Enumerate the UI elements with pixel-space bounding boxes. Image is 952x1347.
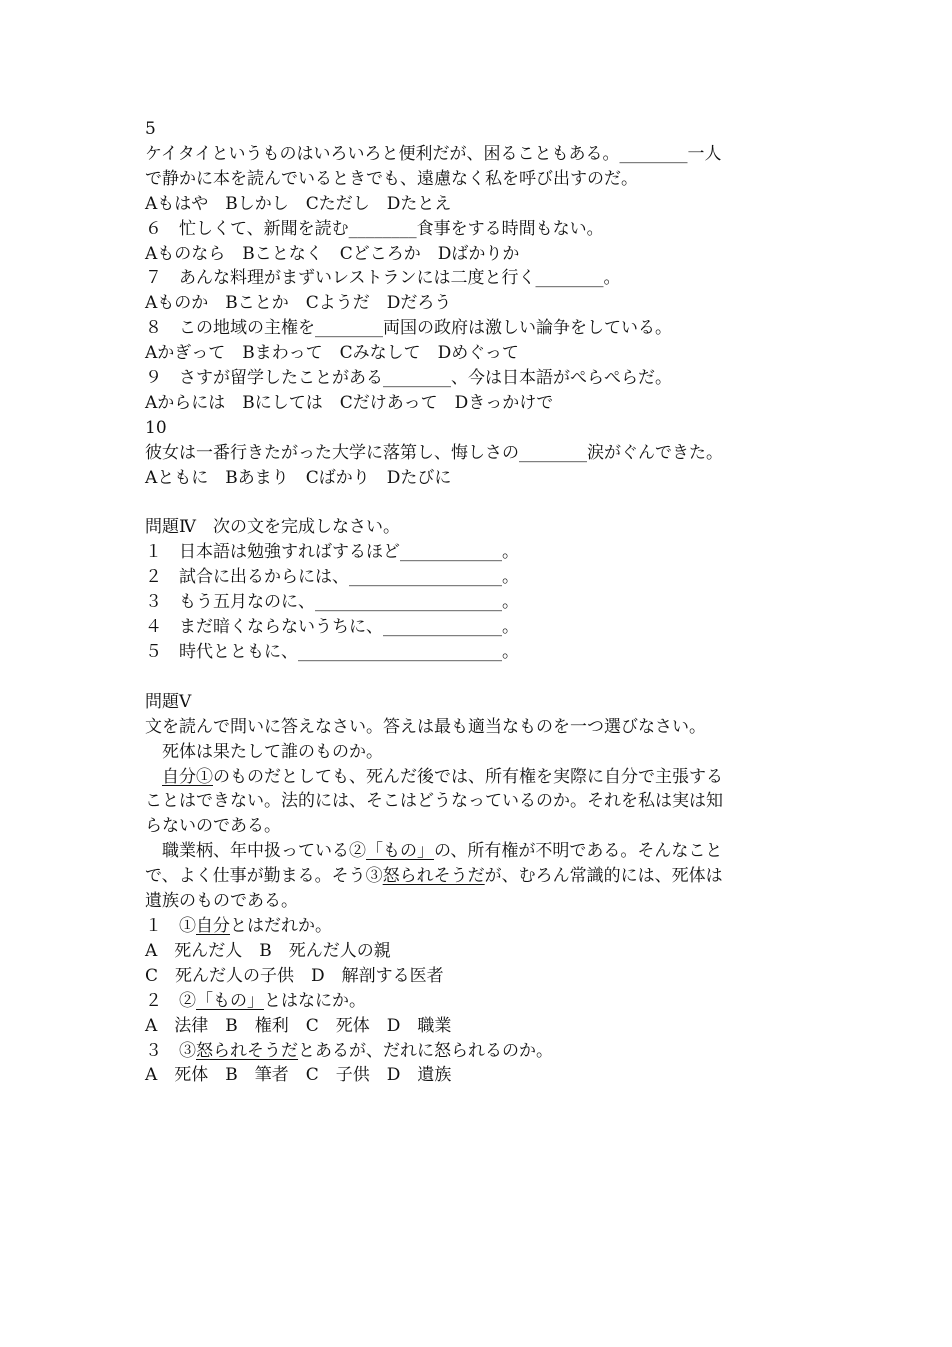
- question-prefix: ２ ②: [145, 990, 196, 1011]
- section-5-instruction: 文を読んで問いに答えなさい。答えは最も適当なものを一つ選びなさい。: [145, 716, 706, 737]
- question-9-options: Aからには Bにしては Cだけあって Dきっかけで: [145, 392, 554, 413]
- question-5-stem-line1: ケイタイというものはいろいろと便利だが、困ることもある。________一人: [145, 143, 722, 164]
- question-5-number: 5: [145, 119, 156, 139]
- passage-title-line: 死体は果たして誰のものか。: [145, 741, 383, 762]
- question-9-stem: ９ さすが留学したことがある________、今は日本語がぺらぺらだ。: [145, 368, 672, 389]
- passage-paragraph-1-line2: ことはできない。法的には、そこはどうなっているのか。それを私は実は知: [145, 791, 723, 812]
- passage-text: 職業柄、年中扱っている②: [145, 841, 366, 862]
- question-7-options: Aものか Bことか Cようだ Dだろう: [145, 293, 452, 314]
- question-10-options: Aともに Bあまり Cばかり Dたびに: [145, 467, 452, 488]
- section-4-item-4: ４ まだ暗くならないうちに、______________。: [145, 617, 519, 638]
- passage-paragraph-2-line2: [145, 864, 825, 889]
- question-prefix: ３ ③: [145, 1040, 196, 1061]
- comprehension-question-1-options-a-b: A 死んだ人 B 死んだ人の親: [145, 940, 391, 961]
- comprehension-question-1: [145, 914, 825, 939]
- passage-text: のものだとしても、死んだ後では、所有権を実際に自分で主張する: [213, 766, 723, 787]
- passage-paragraph-2-line3: 遺族のものである。: [145, 891, 298, 912]
- question-text: とあるが、だれに怒られるのか。: [298, 1040, 553, 1061]
- question-10-stem: 彼女は一番行きたがった大学に落第し、悔しさの________涙がぐんできた。: [145, 442, 723, 463]
- section-spacer: [145, 491, 825, 516]
- section-4-item-2: ２ 試合に出るからには、__________________。: [145, 567, 519, 588]
- question-prefix: １ ①: [145, 915, 196, 936]
- question-5-options: Aもはや Bしかし Cただし Dたとえ: [145, 193, 452, 214]
- comprehension-question-3: [145, 1039, 825, 1064]
- section-4-item-1: １ 日本語は勉強すればするほど____________。: [145, 542, 519, 563]
- passage-indent: [145, 767, 162, 787]
- passage-paragraph-1-line1: [145, 765, 825, 790]
- comprehension-question-2-options: A 法律 B 権利 C 死体 D 職業: [145, 1015, 452, 1036]
- underlined-term-self: 自分: [196, 915, 230, 936]
- passage-paragraph-1-line3: らないのである。: [145, 816, 281, 837]
- question-6-options: Aものなら Bことなく Cどころか Dばかりか: [145, 243, 520, 264]
- comprehension-question-3-options: A 死体 B 筆者 C 子供 D 遺族: [145, 1065, 452, 1086]
- passage-text: の、所有権が不明である。そんなこと: [434, 841, 723, 862]
- underlined-term-mono: 「もの」: [196, 990, 264, 1011]
- question-8-stem: ８ この地域の主権を________両国の政府は激しい論争をしている。: [145, 318, 672, 339]
- section-4-item-3: ３ もう五月なのに、______________________。: [145, 592, 519, 613]
- question-6-stem: ６ 忙しくて、新聞を読む________食事をする時間もない。: [145, 218, 604, 239]
- passage-paragraph-2-line1: [145, 839, 825, 864]
- question-8-options: Aかぎって Bまわって Cみなして Dめぐって: [145, 343, 519, 364]
- passage-text: で、よく仕事が勤まる。そう③: [145, 866, 383, 887]
- underlined-term-mono: 「もの」: [366, 841, 434, 862]
- question-text: とはだれか。: [230, 915, 332, 936]
- section-4-title: 問題Ⅳ 次の文を完成しなさい。: [145, 517, 400, 538]
- underlined-term-okorare: 怒られそうだ: [382, 866, 485, 887]
- section-spacer: [145, 665, 825, 690]
- question-10-number: 10: [145, 417, 167, 438]
- document-page: [145, 117, 825, 1088]
- comprehension-question-2: [145, 989, 825, 1014]
- underlined-term-okorare: 怒られそうだ: [196, 1040, 298, 1061]
- question-5-stem-line2: で静かに本を読んでいるときでも、遠慮なく私を呼び出すのだ。: [145, 168, 638, 189]
- question-7-stem: ７ あんな料理がまずいレストランには二度と行く________。: [145, 268, 621, 289]
- underlined-term-self: 自分①: [162, 766, 213, 787]
- question-text: とはなにか。: [264, 990, 366, 1011]
- section-4-item-5: ５ 時代とともに、________________________。: [145, 642, 519, 663]
- comprehension-question-1-options-c-d: C 死んだ人の子供 D 解剖する医者: [145, 965, 444, 986]
- section-5-title: 問題Ⅴ: [145, 691, 192, 712]
- passage-text: が、むろん常識的には、死体は: [484, 866, 723, 887]
